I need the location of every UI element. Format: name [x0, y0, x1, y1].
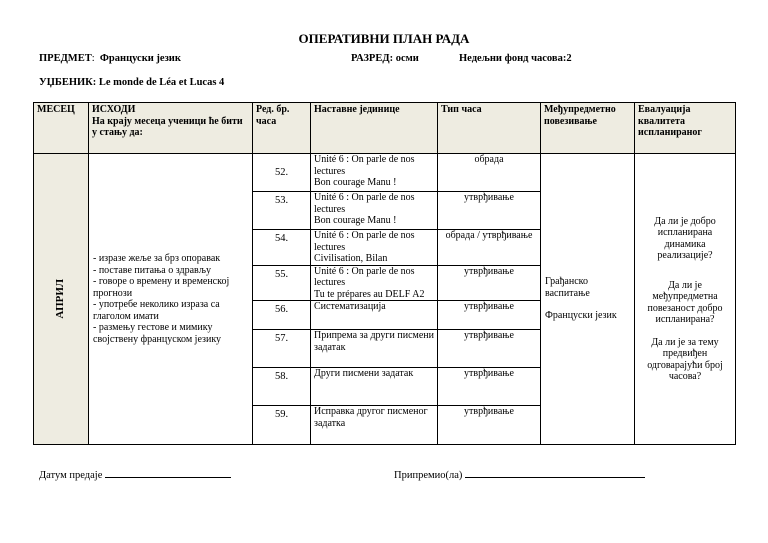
table-row: [34, 154, 736, 192]
subject-line: ПРЕДМЕТ: Француски језик: [39, 53, 181, 64]
lesson-unit: [311, 406, 438, 445]
table-header-row: [34, 103, 736, 154]
lesson-number: 55.: [253, 265, 311, 301]
footer-prepared: [394, 468, 645, 481]
weekly-line: [459, 53, 572, 64]
evaluation-question: Да ли је међупредметна повезаност добро испланирана?: [647, 279, 723, 325]
date-label: Датум предаје: [39, 470, 103, 481]
outcome-item: - говоре о времену и временској прогнози: [93, 276, 230, 299]
lesson-unit-line: Bon courage Manu !: [314, 177, 397, 188]
month-label: АПРИЛ: [54, 279, 67, 319]
lesson-unit-line: Unité 6 : On parle de nos lectures: [314, 192, 415, 215]
lesson-number: 53.: [253, 192, 311, 230]
plan-table: [33, 102, 736, 445]
prepared-signature-line: [465, 468, 645, 478]
lesson-unit-line: Unité 6 : On parle de nos lectures: [314, 230, 415, 253]
month-cell: [34, 154, 89, 445]
grade-value: осми: [395, 53, 419, 64]
lesson-type: утврђивање: [438, 301, 541, 330]
lesson-type: утврђивање: [438, 406, 541, 445]
lesson-unit: [311, 265, 438, 301]
lesson-unit-line: Civilisation, Bilan: [314, 253, 388, 264]
lesson-unit-line: Unité 6 : On parle de nos lectures: [314, 265, 415, 288]
lesson-number: 59.: [253, 406, 311, 445]
evaluation-question: Да ли је добро испланирана динамика реализације?: [654, 215, 716, 261]
lesson-type: утврђивање: [438, 265, 541, 301]
header-evaluation: Евалуација квалитета испланираног: [635, 103, 736, 154]
lesson-unit-line: Припрема за други писмени задатак: [314, 330, 434, 353]
textbook-line: [39, 77, 224, 88]
outcome-item: - употребе неколико израза са глаголом имати: [93, 299, 220, 322]
outcome-item: - изразе жеље за брз опоравак: [93, 253, 221, 264]
lesson-unit: [311, 192, 438, 230]
weekly-value: 2: [566, 53, 572, 64]
lesson-type: обрада: [438, 154, 541, 192]
footer-date: [39, 468, 231, 481]
subject-value: Француски језик: [99, 53, 181, 64]
lesson-number: 52.: [253, 154, 311, 192]
lesson-unit-line: Други писмени задатак: [314, 368, 414, 379]
header-correlation: Међупредметно повезивање: [541, 103, 635, 154]
header-outcomes: [89, 103, 253, 154]
lesson-unit: [311, 230, 438, 266]
lesson-unit: [311, 301, 438, 330]
correlation-cell: [541, 154, 635, 445]
weekly-label: Недељни фонд часова:: [459, 53, 567, 64]
prepared-label: Припремио(ла): [394, 470, 463, 481]
header-type: Тип часа: [438, 103, 541, 154]
evaluation-question: Да ли је за тему предвиђен одговарајући број часова?: [647, 336, 723, 382]
lesson-unit-line: Unité 6 : On parle de nos lectures: [314, 154, 415, 177]
lesson-unit-line: Систематизација: [314, 301, 386, 312]
lesson-type: обрада / утврђивање: [438, 230, 541, 266]
header-outcomes-subtitle: На крају месеца ученици ће бити у стању да:: [92, 115, 243, 138]
grade-label: РАЗРЕД:: [351, 53, 394, 64]
lesson-unit-line: Исправка другог писменог задатка: [314, 406, 428, 429]
date-signature-line: [105, 468, 231, 478]
outcome-item: - размењу гестове и мимику својствену француском језику: [93, 322, 222, 345]
lesson-unit: [311, 330, 438, 368]
evaluation-cell: [635, 154, 736, 445]
header-units: Наставне јединице: [311, 103, 438, 154]
lesson-unit: [311, 368, 438, 406]
lesson-type: утврђивање: [438, 368, 541, 406]
textbook-label: УЏБЕНИК:: [39, 77, 97, 88]
outcome-item: - поставе питања о здрављу: [93, 264, 211, 276]
lesson-number: 54.: [253, 230, 311, 266]
lesson-unit: [311, 154, 438, 192]
outcomes-cell: [89, 154, 253, 445]
correlation-item: Француски језик: [545, 310, 617, 322]
lesson-type: утврђивање: [438, 192, 541, 230]
textbook-value: Le monde de Léa et Lucas 4: [98, 77, 225, 88]
lesson-type: утврђивање: [438, 330, 541, 368]
lesson-number: 57.: [253, 330, 311, 368]
lesson-unit-line: Tu te prépares au DELF A2: [314, 288, 425, 300]
lesson-number: 58.: [253, 368, 311, 406]
lesson-number: 56.: [253, 301, 311, 330]
lesson-unit-line: Bon courage Manu !: [314, 215, 397, 226]
subject-label: ПРЕДМЕТ: [39, 53, 92, 64]
header-lesson-number: Ред. бр. часа: [253, 103, 311, 154]
header-outcomes-title: ИСХОДИ: [92, 104, 136, 115]
header-month: МЕСЕЦ: [34, 103, 89, 154]
grade-line: [351, 53, 419, 64]
correlation-item: Грађанско васпитање: [545, 276, 590, 299]
page-title: ОПЕРАТИВНИ ПЛАН РАДА: [298, 31, 470, 46]
